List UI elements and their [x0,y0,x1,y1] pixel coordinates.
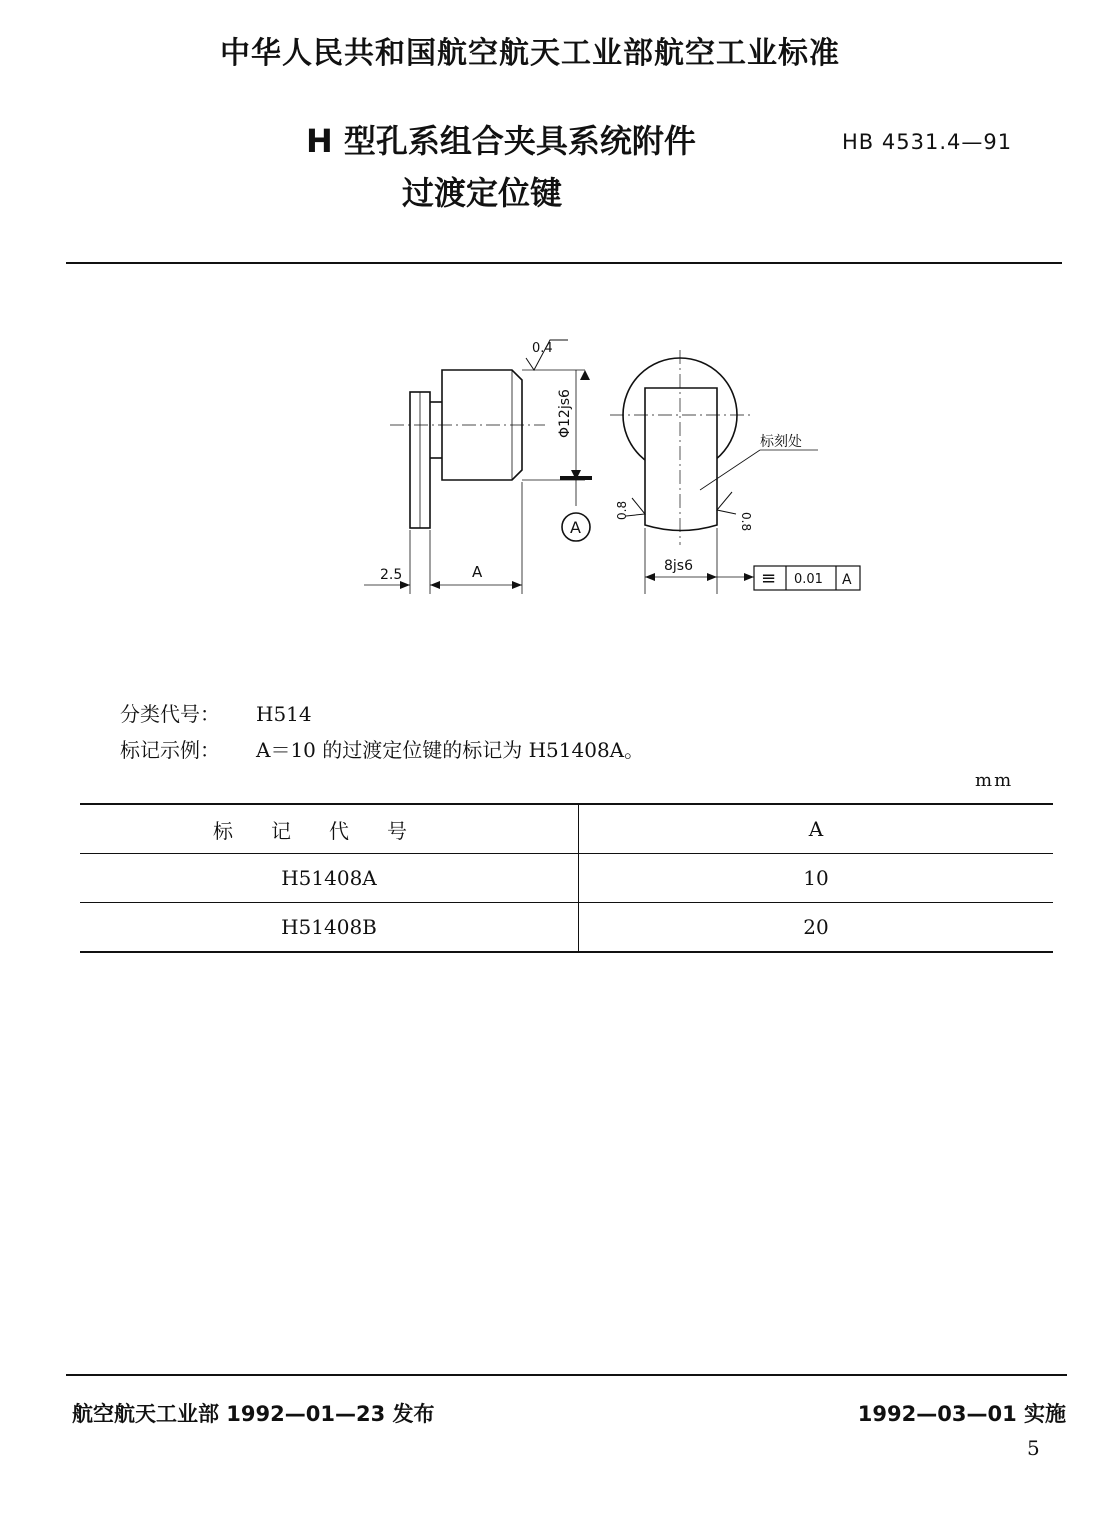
top-divider [66,262,1062,264]
dim-a-label: A [472,563,483,581]
document-title-line-2: 过渡定位键 [402,174,563,212]
roughness-top-label: 0.4 [532,341,553,356]
bottom-divider [66,1374,1067,1376]
classification-row [120,698,312,727]
dim-left-label: 2.5 [380,567,403,583]
tolerance-value: 0.01 [794,572,823,587]
marking-example-label: 标记示例： [120,738,220,762]
marking-example-row [120,734,644,763]
technical-drawing [340,330,880,620]
cell-code: H51408A [80,854,579,903]
datum-label: A [570,518,581,537]
document-title-line-1: H 型孔系组合夹具系统附件 [306,122,696,160]
standard-header-title: 中华人民共和国航空航天工业部航空工业标准 [220,36,840,71]
table-row [80,854,1053,903]
classification-value: H514 [256,702,312,726]
column-header-a: A [579,804,1054,854]
publish-info: 航空航天工业部 1992—01—23 发布 [72,1402,435,1426]
marking-example-value: A＝10 的过渡定位键的标记为 H51408A。 [256,738,645,762]
diameter-label: Φ12js6 [557,389,573,438]
symmetry-icon: ≡ [761,568,777,589]
unit-label: mm [975,770,1014,791]
roughness-left-label: 0.8 [615,500,629,520]
spec-table [80,803,1053,953]
standard-number: HB 4531.4—91 [842,130,1013,154]
table-header-row [80,804,1053,854]
cell-a: 10 [579,854,1054,903]
cell-a: 20 [579,903,1054,953]
width-label: 8js6 [664,558,693,574]
tolerance-datum: A [842,572,852,588]
cell-code: H51408B [80,903,579,953]
key-body [645,388,717,531]
classification-label: 分类代号： [120,702,220,726]
table-row [80,903,1053,953]
mark-note: 标刻处 [760,434,802,450]
roughness-right-label: 0.8 [739,512,753,532]
effective-date: 1992—03—01 实施 [857,1402,1066,1426]
page-number: 5 [1027,1436,1040,1460]
column-header-code: 标记代号 [80,804,579,854]
